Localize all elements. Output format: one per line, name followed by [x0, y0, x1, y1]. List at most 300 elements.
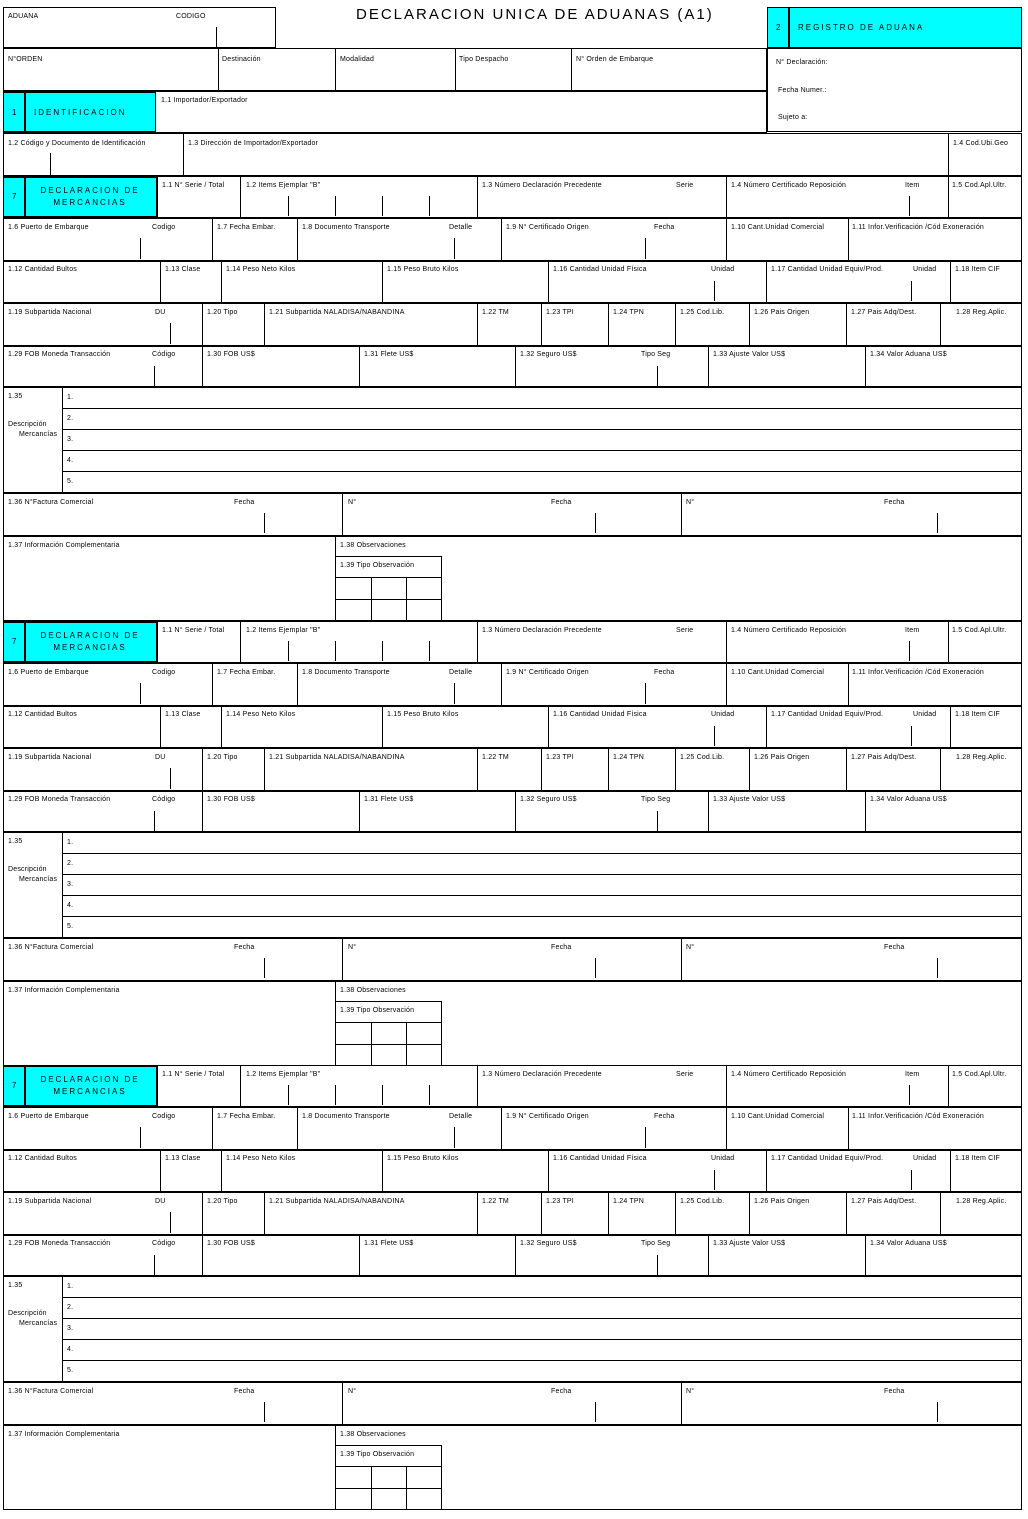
sec2-info-label: 1.37 Información Complementaria — [8, 987, 120, 994]
sec3-desc-line-5: 5. — [67, 1367, 74, 1374]
field-divider — [477, 748, 478, 791]
field-divider — [501, 218, 502, 261]
field-divider — [937, 1402, 938, 1422]
sec3-item-cif-label: 1.18 Item CIF — [955, 1155, 1001, 1162]
sec1-desc-line-3: 3. — [67, 436, 74, 443]
sec1-unid-equiv-label: 1.17 Cantidad Unidad Equiv/Prod. — [771, 266, 884, 273]
sec3-info-row[interactable] — [3, 1425, 1022, 1510]
sec1-valor-aduana-label: 1.34 Valor Aduana US$ — [870, 351, 947, 358]
field-divider — [950, 261, 951, 303]
sec3-desc-line-1: 1. — [67, 1283, 74, 1290]
field-divider — [477, 303, 478, 346]
sec1-codigo-label: Codigo — [152, 224, 176, 231]
field-divider — [160, 261, 161, 303]
field-divider — [726, 663, 727, 706]
field-divider — [371, 1466, 372, 1510]
sec3-pais-adq-label: 1.27 Pais Adq/Dest. — [851, 1198, 917, 1205]
destinacion-label: Destinación — [222, 56, 261, 63]
field-divider — [382, 1150, 383, 1192]
cod-ubi-geo-label: 1.4 Cod.Ubi.Geo — [953, 140, 1009, 147]
field-divider — [848, 218, 849, 261]
registro-number: 2 — [776, 23, 783, 32]
sec2-unidad-2-label: Unidad — [913, 711, 937, 718]
field-divider — [645, 1127, 646, 1148]
sec2-item-label: Item — [905, 627, 920, 634]
field-divider — [766, 706, 767, 748]
field-divider — [726, 621, 727, 663]
sec2-reg-aplic-label: 1.28 Reg.Aplic. — [956, 754, 1007, 761]
sec1-peso-bruto-label: 1.15 Peso Bruto Kilos — [387, 266, 459, 273]
sec1-fecha-3-label: Fecha — [884, 499, 905, 506]
sec3-detalle-label: Detalle — [449, 1113, 473, 1120]
sec2-descripcion-block[interactable] — [3, 832, 1022, 938]
sec1-unidad-label: Unidad — [711, 266, 735, 273]
sec3-peso-neto-label: 1.14 Peso Neto Kilos — [226, 1155, 296, 1162]
sec2-header-label: DECLARACION DE MERCANCIAS — [40, 631, 140, 652]
sec3-infor-verif-label: 1.11 Infor.Verificación /Cód Exoneración — [852, 1113, 985, 1120]
sec1-desc-line-4: 4. — [67, 457, 74, 464]
sec2-detalle-label: Detalle — [449, 669, 473, 676]
sec2-fob-us-label: 1.30 FOB US$ — [207, 796, 255, 803]
sec1-fecha-label: Fecha — [654, 224, 675, 231]
sec1-num: 7 — [12, 192, 19, 201]
field-divider — [477, 176, 478, 218]
field-divider — [726, 1065, 727, 1107]
sec3-header-label: DECLARACION DE MERCANCIAS — [40, 1075, 140, 1096]
sec1-serie-total-label: 1.1 N° Serie / Total — [162, 182, 225, 189]
sec3-descripcion-block[interactable] — [3, 1276, 1022, 1382]
field-divider — [940, 1192, 941, 1235]
sec1-detalle-label: Detalle — [449, 224, 473, 231]
field-divider — [608, 1192, 609, 1235]
field-divider — [240, 621, 241, 663]
field-divider — [297, 663, 298, 706]
sec1-tipo-seg-label: Tipo Seg — [641, 351, 671, 358]
sec2-codigo-label: Codigo — [152, 669, 176, 676]
row-divider — [62, 895, 1022, 896]
sec3-unid-fisica-label: 1.16 Cantidad Unidad Física — [553, 1155, 647, 1162]
row-divider — [62, 853, 1022, 854]
sec1-fob-codigo-label: Código — [152, 351, 176, 358]
field-divider — [950, 706, 951, 748]
modalidad-label: Modalidad — [340, 56, 375, 63]
field-divider — [645, 683, 646, 704]
field-divider — [846, 748, 847, 791]
field-divider — [454, 683, 455, 704]
field-divider — [154, 1255, 155, 1275]
sec3-tipo-obs-label: 1.39 Tipo Observación — [340, 1451, 415, 1458]
field-divider — [541, 748, 542, 791]
field-divider — [865, 346, 866, 387]
sec1-fob-us-label: 1.30 FOB US$ — [207, 351, 255, 358]
sec2-mercancias-label: Mercancías — [19, 876, 58, 883]
field-divider — [297, 1107, 298, 1150]
sec2-cod-apl-label: 1.5 Cod.Apl.Ultr. — [952, 627, 1007, 634]
sec1-factura-label: 1.36 N°Factura Comercial — [8, 499, 94, 506]
field-divider — [477, 1065, 478, 1107]
sec3-valor-aduana-label: 1.34 Valor Aduana US$ — [870, 1240, 947, 1247]
field-divider — [766, 261, 767, 303]
importador-row[interactable] — [3, 91, 767, 133]
sec1-du-label: DU — [155, 309, 166, 316]
sec3-peso-bruto-label: 1.15 Peso Bruto Kilos — [387, 1155, 459, 1162]
sec2-item-cif-label: 1.18 Item CIF — [955, 711, 1001, 718]
sec3-mercancias-label: Mercancías — [19, 1320, 58, 1327]
sec2-unid-fisica-label: 1.16 Cantidad Unidad Física — [553, 711, 647, 718]
field-divider — [477, 1192, 478, 1235]
sec3-cert-origen-label: 1.9 N° Certificado Origen — [506, 1113, 589, 1120]
sec3-tm-label: 1.22 TM — [482, 1198, 509, 1205]
field-divider — [766, 1150, 767, 1192]
field-divider — [515, 346, 516, 387]
field-divider — [708, 346, 709, 387]
field-divider — [202, 303, 203, 346]
field-divider — [240, 176, 241, 218]
sec2-pais-origen-label: 1.26 Pais Origen — [754, 754, 810, 761]
sec3-factura-row[interactable] — [3, 1382, 1022, 1425]
sec2-desc-num: 1.35 — [8, 838, 23, 845]
sec2-puerto-label: 1.6 Puerto de Embarque — [8, 669, 89, 676]
orden-row[interactable] — [3, 48, 767, 91]
field-divider — [202, 791, 203, 832]
sec3-serie-label: Serie — [676, 1071, 694, 1078]
field-divider — [406, 1466, 407, 1510]
field-divider — [846, 1192, 847, 1235]
row-divider — [335, 1488, 442, 1489]
field-divider — [657, 1255, 658, 1275]
field-divider — [264, 1402, 265, 1422]
sec1-unid-fisica-label: 1.16 Cantidad Unidad Física — [553, 266, 647, 273]
field-divider — [160, 1150, 161, 1192]
field-divider — [571, 48, 572, 91]
sec2-factura-row[interactable] — [3, 938, 1022, 981]
sec1-descripcion-label: Descripción — [8, 421, 47, 428]
sec1-cert-repos-label: 1.4 Número Certificado Reposición — [731, 182, 847, 189]
row-divider — [62, 1360, 1022, 1361]
sec2-fob-codigo-label: Código — [152, 796, 176, 803]
codigo-doc-label: 1.2 Código y Documento de Identificación — [8, 140, 146, 147]
field-divider — [160, 706, 161, 748]
field-divider — [515, 1235, 516, 1276]
field-divider — [359, 791, 360, 832]
sec1-pais-origen-label: 1.26 Pais Origen — [754, 309, 810, 316]
sec1-items-tick — [429, 196, 430, 216]
sec3-cod-lib-label: 1.25 Cod.Lib. — [680, 1198, 725, 1205]
field-divider — [140, 238, 141, 259]
page-title: DECLARACION UNICA DE ADUANAS (A1) — [356, 6, 714, 23]
sec1-desc-line-2: 2. — [67, 415, 74, 422]
field-divider — [359, 1235, 360, 1276]
sec2-descripcion-label: Descripción — [8, 866, 47, 873]
sec1-items-label: 1.2 Items Ejemplar "B" — [246, 182, 321, 189]
field-divider — [382, 261, 383, 303]
sec3-tpn-label: 1.24 TPN — [613, 1198, 645, 1205]
sec2-fecha-label: Fecha — [654, 669, 675, 676]
field-divider — [218, 48, 219, 91]
sec3-fecha-embar-label: 1.7 Fecha Embar. — [217, 1113, 276, 1120]
field-divider — [848, 663, 849, 706]
sec3-du-label: DU — [155, 1198, 166, 1205]
sec2-item-tick — [909, 641, 910, 661]
sec3-desc-line-2: 2. — [67, 1304, 74, 1311]
sec3-ajuste-label: 1.33 Ajuste Valor US$ — [713, 1240, 786, 1247]
sec3-info-label: 1.37 Información Complementaria — [8, 1431, 120, 1438]
sec3-subpartida-label: 1.19 Subpartida Nacional — [8, 1198, 92, 1205]
sec2-doc-transporte-label: 1.8 Documento Transporte — [302, 669, 390, 676]
sec2-factura-fecha-label: Fecha — [234, 944, 255, 951]
sec2-fecha-embar-label: 1.7 Fecha Embar. — [217, 669, 276, 676]
sec1-flete-label: 1.31 Flete US$ — [364, 351, 414, 358]
field-divider — [911, 281, 912, 301]
sec2-peso-neto-label: 1.14 Peso Neto Kilos — [226, 711, 296, 718]
sec2-factura-label: 1.36 N°Factura Comercial — [8, 944, 94, 951]
field-divider — [595, 1402, 596, 1422]
field-divider — [515, 791, 516, 832]
sec3-fob-moneda-label: 1.29 FOB Moneda Transacción — [8, 1240, 111, 1247]
field-divider — [212, 663, 213, 706]
sec1-reg-aplic-label: 1.28 Reg.Aplic. — [956, 309, 1007, 316]
field-divider — [846, 303, 847, 346]
sec2-items-tick — [429, 641, 430, 661]
field-divider — [714, 726, 715, 746]
field-divider — [371, 1022, 372, 1066]
row-divider — [62, 874, 1022, 875]
field-divider — [140, 1127, 141, 1148]
sec1-info-row[interactable] — [3, 536, 1022, 621]
sec3-factura-label: 1.36 N°Factura Comercial — [8, 1388, 94, 1395]
field-divider — [865, 1235, 866, 1276]
field-divider — [406, 1022, 407, 1066]
field-divider — [501, 663, 502, 706]
sec2-obs-label: 1.38 Observaciones — [340, 987, 406, 994]
field-divider — [202, 346, 203, 387]
field-divider — [454, 238, 455, 259]
sec3-codigo-label: Codigo — [152, 1113, 176, 1120]
field-divider — [170, 1212, 171, 1233]
sec1-desc-line-1: 1. — [67, 394, 74, 401]
sec2-tipo-obs-label: 1.39 Tipo Observación — [340, 1007, 415, 1014]
row-divider — [62, 471, 1022, 472]
sec1-cod-apl-label: 1.5 Cod.Apl.Ultr. — [952, 182, 1007, 189]
field-divider — [548, 1150, 549, 1192]
sec1-tpi-label: 1.23 TPI — [546, 309, 574, 316]
aduana-label: ADUANA — [8, 13, 39, 20]
field-divider — [940, 303, 941, 346]
field-divider — [157, 621, 158, 663]
sec3-fob-us-label: 1.30 FOB US$ — [207, 1240, 255, 1247]
field-divider — [264, 958, 265, 978]
field-divider — [548, 706, 549, 748]
sec1-item-label: Item — [905, 182, 920, 189]
sec2-desc-line-5: 5. — [67, 923, 74, 930]
field-divider — [714, 281, 715, 301]
field-divider — [948, 621, 949, 663]
sec2-tm-label: 1.22 TM — [482, 754, 509, 761]
field-divider — [477, 621, 478, 663]
sec3-items-tick — [335, 1085, 336, 1105]
sec3-n-2-label: N° — [686, 1388, 695, 1395]
field-divider — [454, 1127, 455, 1148]
field-divider — [221, 706, 222, 748]
field-divider — [406, 577, 407, 621]
sec2-unidad-label: Unidad — [711, 711, 735, 718]
fecha-numer-label: Fecha Numer.: — [778, 87, 827, 94]
field-divider — [726, 176, 727, 218]
sec3-serie-total-label: 1.1 N° Serie / Total — [162, 1071, 225, 1078]
field-divider — [335, 48, 336, 91]
sec2-n-label: N° — [348, 944, 357, 951]
sec1-serie-label: Serie — [676, 182, 694, 189]
field-divider — [154, 811, 155, 831]
sec3-flete-label: 1.31 Flete US$ — [364, 1240, 414, 1247]
field-divider — [170, 323, 171, 344]
sec1-info-label: 1.37 Información Complementaria — [8, 542, 120, 549]
sec3-items-tick — [288, 1085, 289, 1105]
field-divider — [749, 748, 750, 791]
field-divider — [342, 1382, 343, 1425]
row-divider — [335, 1466, 442, 1467]
field-divider — [212, 218, 213, 261]
identification-row-2[interactable] — [3, 133, 1022, 176]
field-divider — [342, 938, 343, 981]
sec3-naladisa-label: 1.21 Subpartida NALADISA/NABANDINA — [269, 1198, 405, 1205]
field-divider — [548, 261, 549, 303]
field-divider — [62, 1276, 63, 1382]
sec1-item-tick — [909, 196, 910, 216]
field-divider — [455, 48, 456, 91]
field-divider — [940, 748, 941, 791]
orden-embarque-label: N° Orden de Embarque — [576, 56, 654, 63]
sec3-fob-codigo-label: Código — [152, 1240, 176, 1247]
field-divider — [541, 303, 542, 346]
row-divider — [335, 577, 442, 578]
field-divider — [297, 218, 298, 261]
sec3-desc-num: 1.35 — [8, 1282, 23, 1289]
sec2-infor-verif-label: 1.11 Infor.Verificación /Cód Exoneración — [852, 669, 985, 676]
field-divider — [240, 1065, 241, 1107]
field-divider — [608, 303, 609, 346]
row-divider — [335, 1044, 442, 1045]
sec1-item-cif-label: 1.18 Item CIF — [955, 266, 1001, 273]
field-divider — [202, 1192, 203, 1235]
sec1-n-2-label: N° — [686, 499, 695, 506]
field-divider — [749, 1192, 750, 1235]
field-divider — [948, 176, 949, 218]
sec2-num: 7 — [12, 637, 19, 646]
field-divider — [202, 1235, 203, 1276]
sec3-descripcion-label: Descripción — [8, 1310, 47, 1317]
field-divider — [140, 683, 141, 704]
row-divider — [62, 1339, 1022, 1340]
sec1-tm-label: 1.22 TM — [482, 309, 509, 316]
field-divider — [264, 303, 265, 346]
sec2-fob-moneda-label: 1.29 FOB Moneda Transacción — [8, 796, 111, 803]
field-divider — [937, 958, 938, 978]
sec1-descripcion-block[interactable] — [3, 387, 1022, 493]
field-divider — [675, 748, 676, 791]
sec3-items-tick — [429, 1085, 430, 1105]
sec3-cod-apl-label: 1.5 Cod.Apl.Ultr. — [952, 1071, 1007, 1078]
sec1-decl-prec-label: 1.3 Número Declaración Precedente — [482, 182, 602, 189]
sec1-naladisa-label: 1.21 Subpartida NALADISA/NABANDINA — [269, 309, 405, 316]
sec3-factura-fecha-label: Fecha — [234, 1388, 255, 1395]
sec2-flete-label: 1.31 Flete US$ — [364, 796, 414, 803]
row-divider — [335, 599, 442, 600]
field-divider — [865, 791, 866, 832]
tipo-despacho-label: Tipo Despacho — [459, 56, 509, 63]
sec1-infor-verif-label: 1.11 Infor.Verificación /Cód Exoneración — [852, 224, 985, 231]
sec2-cert-repos-label: 1.4 Número Certificado Reposición — [731, 627, 847, 634]
field-divider — [359, 346, 360, 387]
row-divider — [62, 1318, 1022, 1319]
row-divider — [62, 1297, 1022, 1298]
field-divider — [202, 748, 203, 791]
sec1-fob-moneda-label: 1.29 FOB Moneda Transacción — [8, 351, 111, 358]
aduana-field[interactable] — [3, 7, 276, 48]
field-divider — [708, 791, 709, 832]
sec1-factura-row[interactable] — [3, 493, 1022, 536]
sec3-tpi-label: 1.23 TPI — [546, 1198, 574, 1205]
norden-label: N°ORDEN — [8, 56, 43, 63]
sec1-items-tick — [382, 196, 383, 216]
sec2-unid-equiv-label: 1.17 Cantidad Unidad Equiv/Prod. — [771, 711, 884, 718]
sec1-cod-lib-label: 1.25 Cod.Lib. — [680, 309, 725, 316]
declaracion-label: N° Declaración: — [776, 59, 828, 66]
sec2-ajuste-label: 1.33 Ajuste Valor US$ — [713, 796, 786, 803]
sec2-info-row[interactable] — [3, 981, 1022, 1066]
field-divider — [264, 513, 265, 533]
field-divider — [681, 1382, 682, 1425]
field-divider — [714, 1170, 715, 1190]
sec2-bultos-label: 1.12 Cantidad Bultos — [8, 711, 77, 718]
sec1-tipo-obs-label: 1.39 Tipo Observación — [340, 562, 415, 569]
field-divider — [264, 1192, 265, 1235]
sec2-naladisa-label: 1.21 Subpartida NALADISA/NABANDINA — [269, 754, 405, 761]
sec3-fecha-3-label: Fecha — [884, 1388, 905, 1395]
sec3-tipo-seg-label: Tipo Seg — [641, 1240, 671, 1247]
field-divider — [911, 726, 912, 746]
sec1-tipo-label: 1.20 Tipo — [207, 309, 238, 316]
sec1-factura-fecha-label: Fecha — [234, 499, 255, 506]
sec2-items-tick — [335, 641, 336, 661]
field-divider — [645, 238, 646, 259]
field-divider — [371, 577, 372, 621]
sec3-tipo-label: 1.20 Tipo — [207, 1198, 238, 1205]
row-divider — [62, 916, 1022, 917]
sec2-items-tick — [288, 641, 289, 661]
field-divider — [183, 133, 184, 176]
sec2-items-label: 1.2 Items Ejemplar "B" — [246, 627, 321, 634]
sec3-doc-transporte-label: 1.8 Documento Transporte — [302, 1113, 390, 1120]
sec3-seguro-label: 1.32 Seguro US$ — [520, 1240, 577, 1247]
sec3-decl-prec-label: 1.3 Número Declaración Precedente — [482, 1071, 602, 1078]
sec2-cod-lib-label: 1.25 Cod.Lib. — [680, 754, 725, 761]
field-divider — [681, 938, 682, 981]
field-divider — [221, 1150, 222, 1192]
row-divider — [62, 429, 1022, 430]
field-divider — [342, 493, 343, 536]
sec2-serie-total-label: 1.1 N° Serie / Total — [162, 627, 225, 634]
sec3-fecha-2-label: Fecha — [551, 1388, 572, 1395]
sec1-pais-adq-label: 1.27 Pais Adq/Dest. — [851, 309, 917, 316]
sec3-bultos-label: 1.12 Cantidad Bultos — [8, 1155, 77, 1162]
field-divider — [170, 768, 171, 789]
codigo-tick — [216, 27, 217, 48]
sec1-peso-neto-label: 1.14 Peso Neto Kilos — [226, 266, 296, 273]
sec3-desc-line-3: 3. — [67, 1325, 74, 1332]
sec2-clase-label: 1.13 Clase — [165, 711, 201, 718]
field-divider — [950, 1150, 951, 1192]
